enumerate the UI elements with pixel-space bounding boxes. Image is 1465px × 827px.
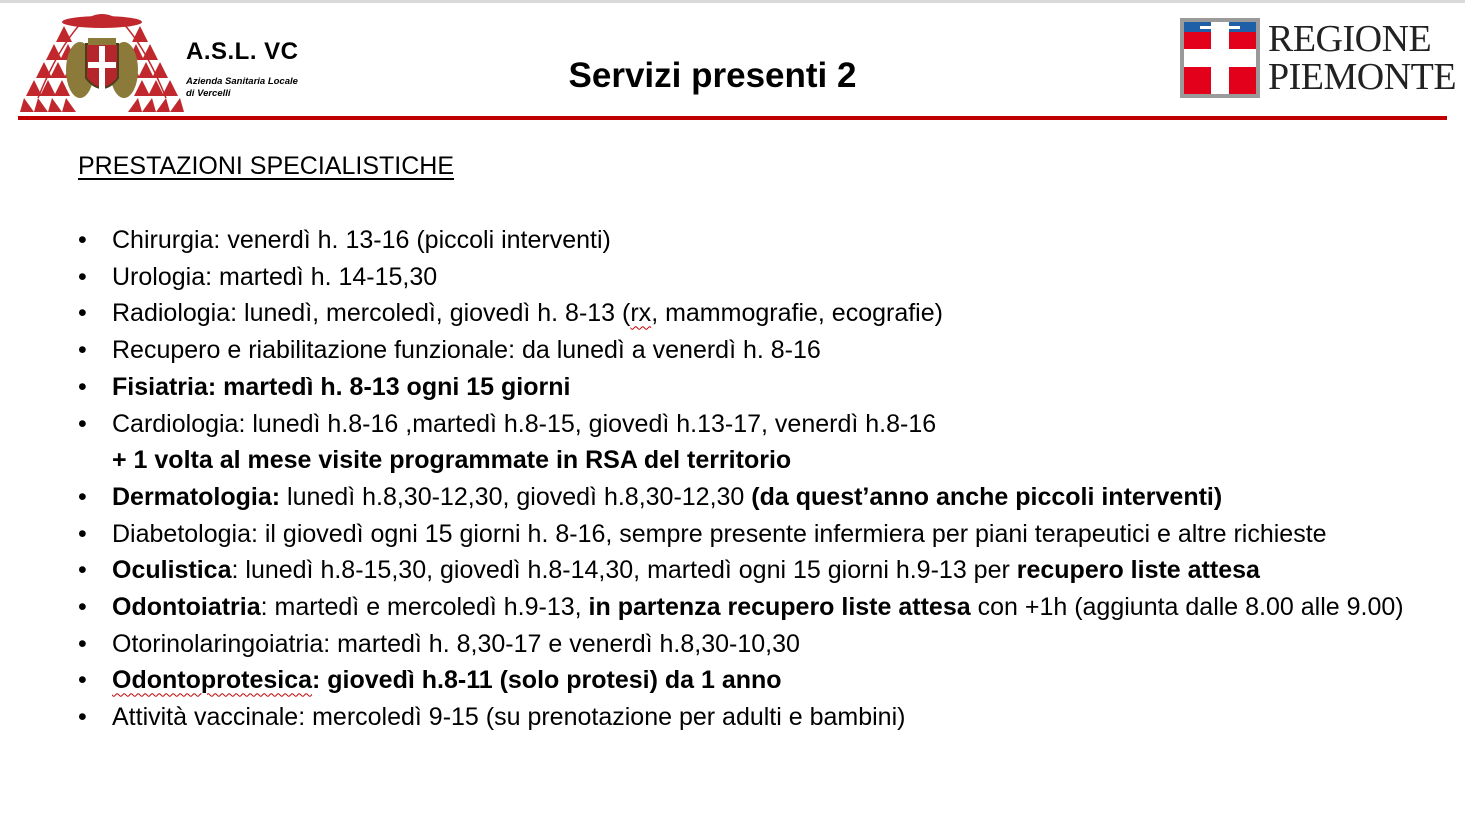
bullet-icon: • [78, 703, 87, 732]
item-text: con +1h (aggiunta dalle 8.00 alle 9.00) [970, 593, 1404, 622]
list-item [78, 662, 1438, 699]
item-text-bold: Fisiatria: martedì h. 8-13 ogni 15 giorni [112, 372, 571, 401]
list-item [78, 626, 1438, 663]
item-text: Urologia: martedì h. 14-15,30 [112, 262, 438, 291]
bullet-icon: • [78, 299, 87, 328]
list-item [78, 332, 1438, 369]
list-item [78, 589, 1438, 626]
item-text-bold: Oculistica [112, 556, 232, 585]
item-text: lunedì h.8,30-12,30, giovedì h.8,30-12,30 [280, 482, 752, 511]
header-divider [18, 116, 1447, 120]
item-text: : lunedì h.8-15,30, giovedì h.8-14,30, martedì ogni 15 giorni h.9-13 per [231, 556, 1017, 585]
slide-header [0, 0, 1465, 125]
item-text-bold: in partenza recupero liste attesa [588, 593, 971, 622]
bullet-icon: • [78, 336, 87, 365]
item-text: Radiologia: lunedì, mercoledì, giovedì h. 8-13 ( [112, 299, 631, 328]
bullet-icon: • [78, 666, 87, 695]
bullet-icon: • [78, 519, 87, 548]
list-item [78, 369, 1438, 406]
bullet-icon: • [78, 629, 87, 658]
bullet-icon: • [78, 372, 87, 401]
item-text-bold: (da quest’anno anche piccoli interventi) [751, 482, 1223, 511]
item-text: , mammografie, ecografie) [651, 299, 943, 328]
item-text-bold: : giovedì h.8-11 (solo protesi) da 1 anno [312, 666, 782, 695]
item-text: Cardiologia: lunedì h.8-16 ,martedì h.8-15, giovedì h.13-17, venerdì h.8-16 [112, 409, 937, 438]
list-item [78, 552, 1438, 589]
slide-title: Servizi presenti 2 [568, 56, 857, 95]
regione-piemonte-logo [1180, 18, 1457, 100]
asl-subtitle-line-2: di Vercelli [186, 88, 231, 99]
regione-name [1268, 20, 1456, 96]
regione-line-1: REGIONE [1268, 18, 1432, 60]
regione-cross-emblem [1180, 18, 1260, 98]
item-text: : martedì e mercoledì h.9-13, [260, 593, 589, 622]
item-continuation-bold: + 1 volta al mese visite programmate in RSA del territorio [112, 446, 792, 475]
list-item [78, 222, 1438, 259]
list-item [78, 406, 1438, 479]
list-item [78, 479, 1438, 516]
item-text: Attività vaccinale: mercoledì 9-15 (su prenotazione per adulti e bambini) [112, 703, 906, 732]
item-text-bold: recupero liste attesa [1016, 556, 1260, 585]
list-item [78, 699, 1438, 736]
spellcheck-word: Odontoprotesica [112, 666, 313, 695]
asl-name: A.S.L. VC [186, 38, 299, 65]
services-list [78, 222, 1438, 736]
item-text-bold: Dermatologia: [112, 482, 281, 511]
item-text: Chirurgia: venerdì h. 13-16 (piccoli interventi) [112, 226, 611, 254]
bullet-icon: • [78, 482, 87, 511]
bullet-icon: • [78, 593, 87, 622]
list-item [78, 295, 1438, 332]
asl-subtitle-line-1: Azienda Sanitaria Locale [186, 76, 298, 87]
bullet-icon: • [78, 262, 87, 291]
list-item [78, 516, 1438, 553]
item-text: Recupero e riabilitazione funzionale: da lunedì a venerdì h. 8-16 [112, 336, 821, 365]
item-text: Otorinolaringoiatria: martedì h. 8,30-17 e venerdì h.8,30-10,30 [112, 629, 800, 658]
bullet-icon: • [78, 409, 87, 438]
item-text: Diabetologia: il giovedì ogni 15 giorni h. 8-16, sempre presente infermiera per piani terapeutici e altre richieste [112, 519, 1327, 548]
bullet-icon: • [78, 556, 87, 585]
bullet-icon: • [78, 226, 87, 254]
section-heading: PRESTAZIONI SPECIALISTICHE [78, 152, 455, 180]
spellcheck-word: rx [630, 299, 652, 328]
regione-line-2: PIEMONTE [1268, 56, 1457, 98]
item-text-bold: Odontoiatria [112, 593, 261, 622]
list-item [78, 259, 1438, 296]
